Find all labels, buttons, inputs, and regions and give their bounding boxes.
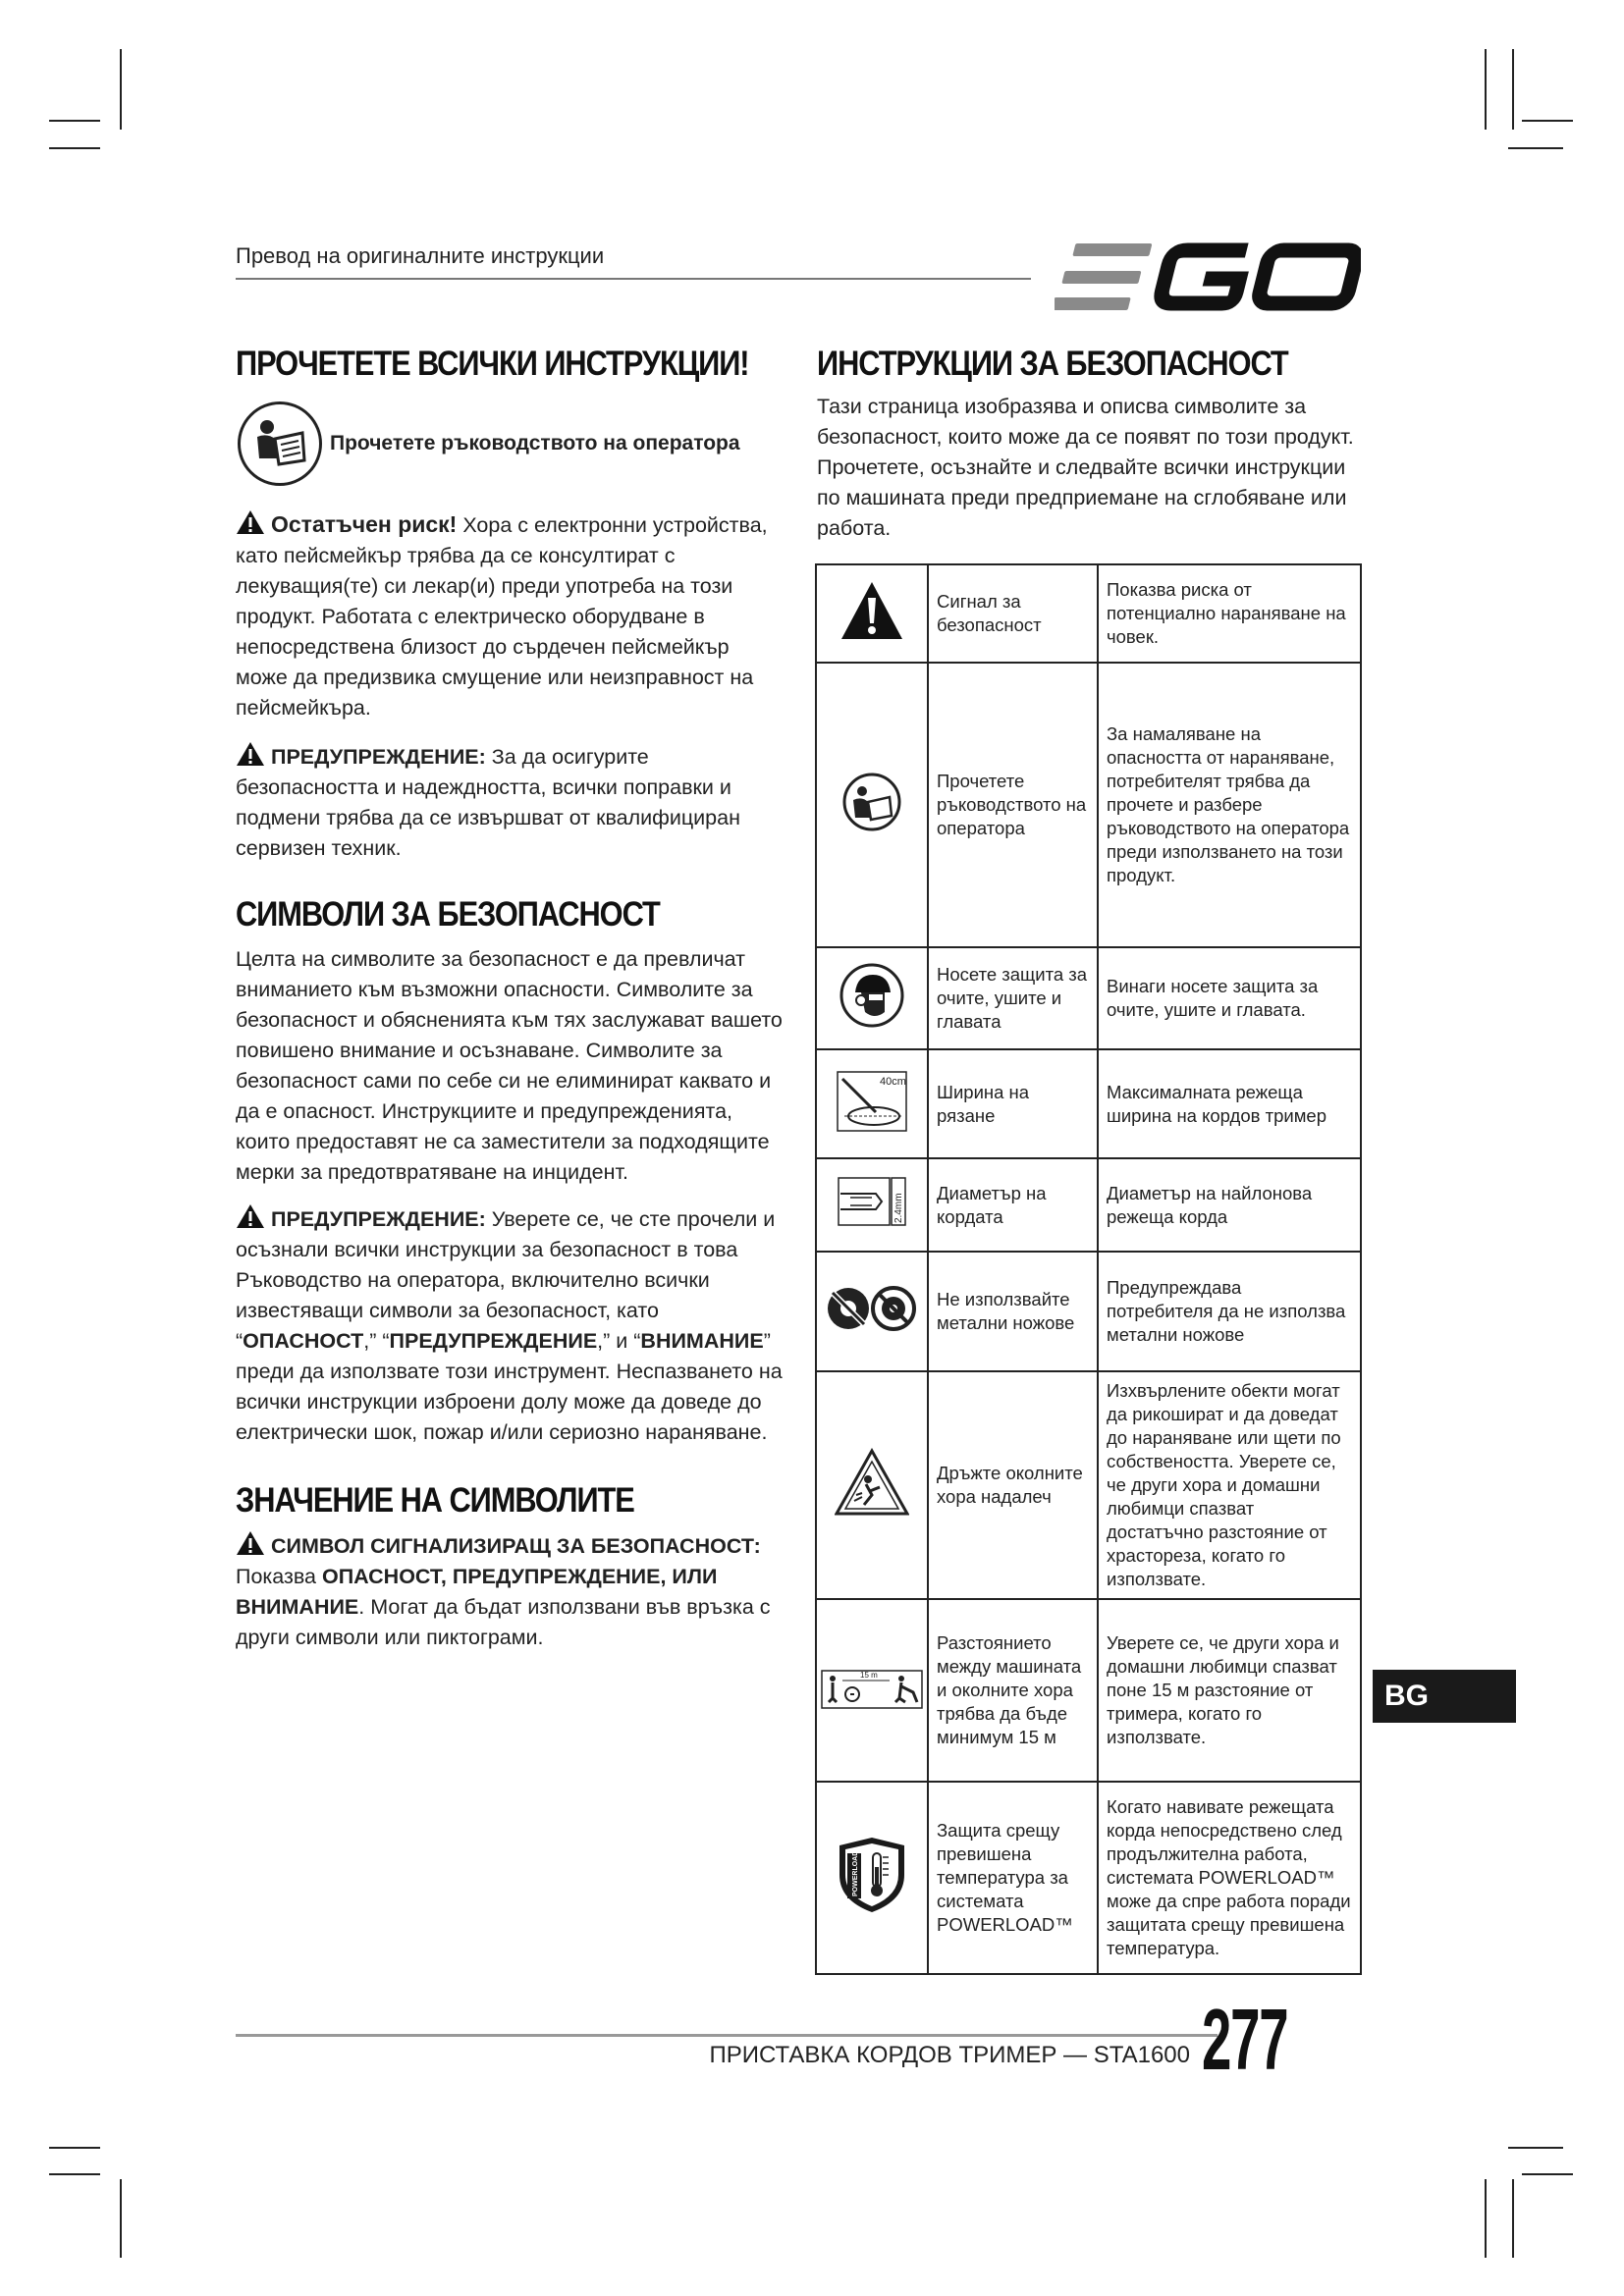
svg-text:40cm: 40cm — [880, 1075, 906, 1088]
read-manual-notice — [238, 401, 785, 486]
crop-mark — [1512, 49, 1514, 130]
table-cell-desc: Изхвърлените обекти могат да рикошират и да доведат до нараняване или щети по собствеността. Уверете се, че други хора и домашни любимци спазват достатъчно разстояние от храстореза, когато го използвате. — [1098, 1371, 1361, 1599]
warning-repairs-text: За да осигурите безопасността и надеждността, всички поправки и подмени трябва да се извършват от квалифициран сервизен техник. — [236, 745, 740, 860]
table-row — [816, 663, 1361, 947]
warning-triangle-icon — [236, 509, 265, 535]
table-row — [816, 1599, 1361, 1782]
table-cell-icon — [816, 1599, 928, 1782]
svg-text:15 m: 15 m — [860, 1671, 878, 1680]
table-cell-desc: Максималната режеща ширина на кордов тример — [1098, 1049, 1361, 1158]
left-column — [236, 339, 785, 1653]
residual-risk-paragraph — [236, 509, 785, 723]
ego-logo — [1055, 241, 1361, 312]
table-cell-icon — [816, 1782, 928, 1974]
page-number: 277 — [1202, 1991, 1288, 2088]
crop-mark — [1508, 2147, 1563, 2149]
table-row — [816, 1782, 1361, 1974]
table-cell-name: Ширина на рязане — [928, 1049, 1098, 1158]
crop-mark — [1522, 120, 1573, 122]
safety-alert-signal-words: ОПАСНОСТ, ПРЕДУПРЕЖДЕНИЕ, ИЛИ ВНИМАНИЕ — [236, 1565, 718, 1619]
crop-mark — [1512, 2179, 1514, 2258]
crop-mark — [1508, 147, 1563, 149]
warning-triangle-icon — [236, 1530, 265, 1556]
powerload-overheat-icon — [838, 1836, 906, 1914]
table-cell-icon — [816, 947, 928, 1049]
keep-bystanders-away-icon — [835, 1448, 909, 1517]
right-column — [817, 339, 1367, 544]
heading-symbol-meaning: ЗНАЧЕНИЕ НА СИМВОЛИТЕ — [236, 1481, 634, 1520]
warning-read-text-a: Уверете се, че сте прочели и осъзнали всички инструкции за безопасност в това Ръководство на оператора, включително всички известяващи символи за безопасност, като “ — [236, 1207, 776, 1353]
cutting-width-icon — [837, 1071, 907, 1132]
table-cell-name: Защита срещу превишена температура за системата POWERLOAD™ — [928, 1782, 1098, 1974]
heading-safety-symbols: СИМВОЛИ ЗА БЕЗОПАСНОСТ — [236, 895, 660, 934]
table-cell-icon — [816, 1252, 928, 1371]
warning-read-text-d: ” преди да използвате този инструмент. Неспазването на всички инструкции изброени долу може да доведе до електрически шок, пожар и/или сериозно нараняване. — [236, 1329, 783, 1444]
crop-mark — [1485, 49, 1487, 130]
warning-triangle-icon — [236, 1203, 265, 1229]
table-cell-name: Дръжте околните хора надалеч — [928, 1371, 1098, 1599]
heading-read-all-instructions: ПРОЧЕТЕТЕ ВСИЧКИ ИНСТРУКЦИИ! — [236, 345, 749, 383]
table-cell-name: Не използвайте метални ножове — [928, 1252, 1098, 1371]
table-cell-desc: За намаляване на опасността от нараняване, потребителят трябва да прочете и разбере ръководството на оператора преди използването на този продукт. — [1098, 663, 1361, 947]
eye-ear-head-protection-icon — [839, 963, 904, 1028]
crop-mark — [1485, 2179, 1487, 2258]
table-cell-icon — [816, 1049, 928, 1158]
language-tab: BG — [1373, 1670, 1516, 1723]
residual-risk-text: Хора с електронни устройства, като пейсмейкър трябва да се консултират с лекуващия(те) си лекар(и) преди употреба на този продукт. Работата с електрическо оборудване в непосредствена близост до сърдечен пейсмейкър може да предизвика смущение или неизправност на пейсмейкъра. — [236, 513, 768, 720]
safety-instructions-intro: Тази страница изобразява и описва символите за безопасност, които може да се появят по този продукт. Прочетете, осъзнайте и следвайте всички инструкции по машината преди предприемане на сглобяване или работа. — [817, 395, 1354, 540]
read-manual-label: Прочетете ръководството на оператора — [330, 432, 740, 454]
table-cell-name: Разстоянието между машината и околните хора трябва да бъде минимум 15 м — [928, 1599, 1098, 1782]
crop-mark — [49, 2147, 100, 2149]
safety-alert-lead: СИМВОЛ СИГНАЛИЗИРАЩ ЗА БЕЗОПАСНОСТ: — [271, 1534, 761, 1558]
warning-lead: ПРЕДУПРЕЖДЕНИЕ: — [271, 745, 486, 769]
svg-text:POWERLOAD: POWERLOAD — [852, 1850, 859, 1896]
footer-rule — [236, 2034, 1218, 2037]
table-row — [816, 1049, 1361, 1158]
keep-distance-icon — [821, 1663, 923, 1712]
crop-mark — [49, 2173, 100, 2175]
header-title: Превод на оригиналните инструкции — [236, 243, 605, 268]
svg-text:2.4mm: 2.4mm — [893, 1192, 904, 1223]
table-row — [816, 1371, 1361, 1599]
table-row — [816, 1158, 1361, 1252]
line-diameter-icon — [837, 1172, 907, 1233]
crop-mark — [1522, 2173, 1573, 2175]
table-cell-name: Сигнал за безопасност — [928, 564, 1098, 663]
safety-alert-paragraph — [236, 1530, 785, 1653]
table-row — [816, 947, 1361, 1049]
warning-read-paragraph — [236, 1203, 785, 1448]
signal-word-danger: ОПАСНОСТ — [243, 1329, 364, 1353]
safety-alert-text-c: . Могат да бъдат използвани във връзка с други символи или пиктограми. — [236, 1595, 771, 1649]
warning-lead: ПРЕДУПРЕЖДЕНИЕ: — [271, 1207, 486, 1231]
table-cell-name: Носете защита за очите, ушите и главата — [928, 947, 1098, 1049]
footer-title: ПРИСТАВКА КОРДОВ ТРИМЕР — STA1600 — [709, 2042, 1190, 2068]
safety-alert-icon — [839, 580, 904, 641]
safety-symbols-paragraph: Целта на символите за безопасност е да превличат вниманието към възможни опасности. Символите за безопасност и обясненията към тях заслужават вашето повишено внимание и осъзнаване. Символите за безопасност сами по себе си не елиминират каквато и да е опасност. Инструкциите и предупрежденията, които предоставят не са заместители за подходящите мерки за предотвратяване на инцидент. — [236, 947, 783, 1184]
crop-mark — [49, 120, 100, 122]
crop-mark — [120, 49, 122, 130]
no-metal-blades-icon — [825, 1285, 919, 1332]
table-cell-name: Прочетете ръководството на оператора — [928, 663, 1098, 947]
table-cell-desc: Показва риска от потенциално нараняване на човек. — [1098, 564, 1361, 663]
crop-mark — [49, 147, 100, 149]
table-row — [816, 564, 1361, 663]
table-cell-icon — [816, 1158, 928, 1252]
table-cell-name: Диаметър на кордата — [928, 1158, 1098, 1252]
warning-triangle-icon — [236, 741, 265, 767]
table-cell-icon — [816, 663, 928, 947]
crop-mark — [120, 2179, 122, 2258]
residual-risk-lead: Остатъчен риск! — [271, 511, 458, 537]
table-cell-desc: Диаметър на найлонова режеща корда — [1098, 1158, 1361, 1252]
signal-word-caution: ВНИМАНИЕ — [640, 1329, 764, 1353]
table-cell-desc: Винаги носете защита за очите, ушите и главата. — [1098, 947, 1361, 1049]
table-cell-icon — [816, 564, 928, 663]
table-cell-desc: Когато навивате режещата корда непосредствено след продължителна работа, системата POWERLOAD™ може да спре работа поради защитата срещу превишена температура. — [1098, 1782, 1361, 1974]
warning-repairs-paragraph — [236, 741, 785, 864]
warning-read-text-b: ,” “ — [363, 1329, 390, 1353]
safety-symbols-table — [815, 563, 1362, 1975]
table-row — [816, 1252, 1361, 1371]
header-rule — [236, 278, 1031, 280]
read-manual-icon — [238, 401, 322, 486]
table-cell-icon — [816, 1371, 928, 1599]
table-cell-desc: Уверете се, че други хора и домашни любимци спазват поне 15 м разстояние от тримера, когато го използвате. — [1098, 1599, 1361, 1782]
signal-word-warning: ПРЕДУПРЕЖДЕНИЕ — [389, 1329, 598, 1353]
warning-read-text-c: ,” и “ — [597, 1329, 641, 1353]
table-cell-desc: Предупреждава потребителя да не използва метални ножове — [1098, 1252, 1361, 1371]
safety-alert-text-a: Показва — [236, 1565, 322, 1588]
heading-safety-instructions: ИНСТРУКЦИИ ЗА БЕЗОПАСНОСТ — [817, 345, 1288, 383]
read-manual-icon — [842, 773, 901, 831]
